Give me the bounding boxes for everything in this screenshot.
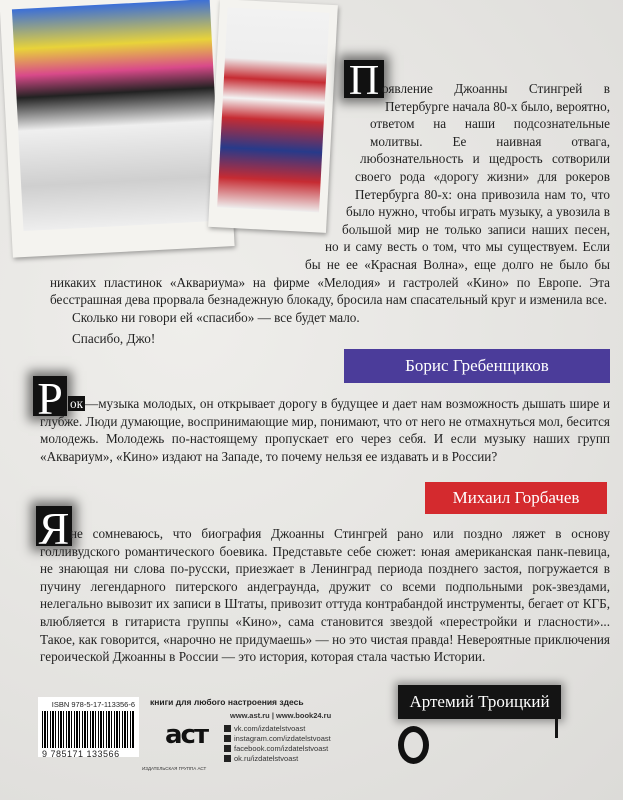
quote-gorbachev [40, 395, 610, 465]
author-tag-troitsky: Артемий Троицкий [398, 685, 561, 719]
social-link-facebook[interactable]: facebook.com/izdatelstvoast [224, 744, 331, 754]
intro-signoff: Спасибо, Джо! [72, 331, 156, 347]
barcode [42, 711, 135, 748]
barcode-block [38, 697, 139, 757]
social-link-vk[interactable]: vk.com/izdatelstvoast [224, 724, 331, 734]
dropcap-p: П [344, 60, 384, 98]
dropcap-ya: Я [36, 506, 72, 546]
quote-gorbachev-text: —музыка молодых, он открывает дорогу в будущее и дает нам возможность дышать шире и глубже. Люди думающие, воспринимающие мир, понимают, что от него не отмахнуться мол, бесится молодежь. Молодежь по-настоящему пропускает его через себя. И если музыку наших групп «Аквариум», «Кино» издают на Западе, то почему нельзя ее издавать и в России? [40, 396, 610, 464]
paint-drip [555, 718, 558, 738]
ok-icon [224, 755, 231, 762]
vk-icon [224, 725, 231, 732]
intro-body: оявление Джоанны Стингрей в Петербурге начала 80-х было, вероятно, ответом на наши подсознательные молитвы. Ее наивная отвага, любознательность и щедрость сотворили своего рода «дорогу жизни» для рокеров Петербурга 80-х: она привозила нам то, что было нужно, чтобы играть музыку, а увозила в большой мир не только записи наших песен, но и саму весть о том, что мы существуем. Если бы не ее «Красная Волна», еще долго не было бы никаких пластинок «Аквариума» на фирме «Мелодия» и гастролей «Кино» по Европе. Эта бесстрашная дева прорвала безнадежную блокаду, бросила нам спасательный круг и изменила все. [50, 81, 610, 308]
social-link-ok[interactable]: ok.ru/izdatelstvoast [224, 754, 331, 764]
ast-logo: аст [165, 720, 208, 750]
dropcap-r: Р [33, 376, 67, 416]
author-tag-grebenshchikov: Борис Гребенщиков [344, 349, 610, 383]
instagram-icon [224, 735, 231, 742]
quote-troitsky-text: не сомневаюсь, что биография Джоанны Стингрей рано или поздно ляжет в основу голливудского романтического боевика. Представьте себе сюжет: юная американская панк-певица, не знающая ни слова по-русски, приезжает в Ленинград периода позднего застоя, погружается в пучину легендарного питерского андеграунда, дружит со всеми подпольными рок-звездами, нелегально вывозит их записи в Штаты, привозит оттуда контрабандой инструменты, бегает от КГБ, влюбляется в гитариста группы «Кино», сама становится звездой «перестройки и гласности»... Такое, как говорится, «нарочно не придумаешь» — но это чистая правда! Невероятные приключения героической Джоанны в России — это история, которая стала частью Истории. [40, 526, 610, 665]
author-tag-gorbachev: Михаил Горбачев [425, 482, 607, 514]
social-link-instagram[interactable]: instagram.com/izdatelstvoast [224, 734, 331, 744]
isbn-text: ISBN 978-5-17-113356-6 [51, 700, 135, 709]
intro-text [50, 80, 610, 348]
publisher-group: ИЗДАТЕЛЬСКАЯ ГРУППА АСТ [142, 766, 207, 771]
quote-troitsky [40, 525, 610, 666]
social-links [224, 724, 331, 764]
brand-circle-logo [398, 726, 429, 764]
dropcap-tail: ок [70, 396, 84, 411]
slogan: книги для любого настроения здесь [150, 697, 304, 707]
facebook-icon [224, 745, 231, 752]
websites[interactable]: www.ast.ru | www.book24.ru [230, 711, 332, 720]
barcode-number: 9 785171 133566 [42, 749, 120, 759]
intro-thanks: Сколько ни говори ей «спасибо» — все будет мало. [72, 309, 360, 325]
